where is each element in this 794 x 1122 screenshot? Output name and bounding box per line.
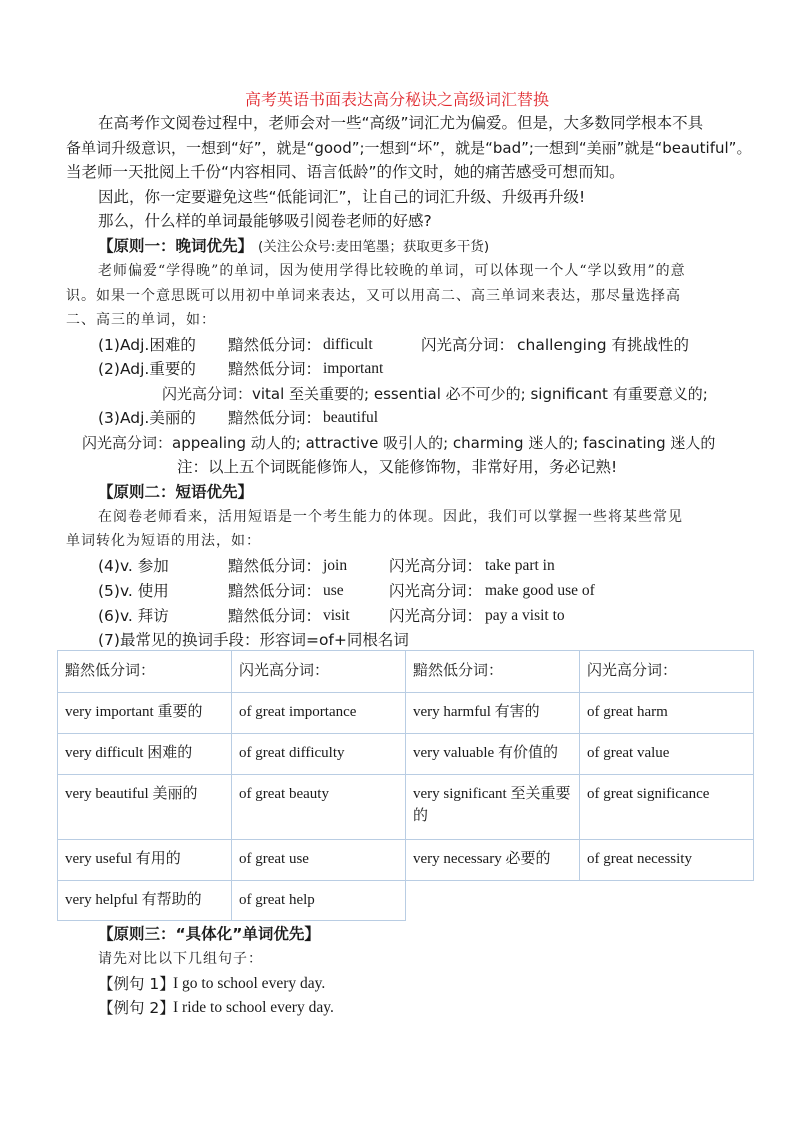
item-1-high-label: 闪光高分词： bbox=[421, 336, 515, 354]
item-1-high: challenging 有挑战性的 bbox=[517, 336, 690, 354]
table-row bbox=[58, 881, 754, 921]
table-cell: very significant 至关重要的 bbox=[406, 775, 580, 840]
principle-1-desc-1: 老师偏爱“学得晚”的单词，因为使用学得比较晚的单词，可以体现一个人“学以致用”的意 bbox=[98, 263, 686, 279]
principle-1-desc-3: 二、高三的单词，如： bbox=[66, 312, 216, 328]
item-3-low-label: 黯然低分词： bbox=[228, 409, 322, 427]
principle-2-desc-1: 在阅卷老师看来，活用短语是一个考生能力的体现。因此，我们可以掌握一些将某些常见 bbox=[98, 509, 683, 525]
intro-line-3: 当老师一天批阅上千份“内容相同、语言低龄”的作文时，她的痛苦感受可想而知。 bbox=[66, 163, 625, 181]
item-4-low: join bbox=[323, 557, 348, 574]
table-cell: of great harm bbox=[580, 693, 754, 734]
table-cell: very harmful 有害的 bbox=[406, 693, 580, 734]
principle-1-desc-2: 识。如果一个意思既可以用初中单词来表达，又可以用高二、高三单词来表达，那尽量选择高 bbox=[66, 288, 681, 304]
table-header-cell: 闪光高分词： bbox=[232, 651, 406, 693]
example-2-sentence: I ride to school every day. bbox=[173, 999, 334, 1016]
item-5-label: (5)v. 使用 bbox=[98, 582, 169, 600]
table-header-cell: 黯然低分词： bbox=[58, 651, 232, 693]
table-row bbox=[58, 840, 754, 881]
principle-3-desc: 请先对比以下几组句子： bbox=[98, 951, 263, 967]
item-4-high-label: 闪光高分词： bbox=[389, 557, 483, 575]
item-3-label: (3)Adj.美丽的 bbox=[98, 409, 196, 427]
table-cell: very important 重要的 bbox=[58, 693, 232, 734]
item-6-high: pay a visit to bbox=[485, 607, 565, 624]
table-cell: of great difficulty bbox=[232, 734, 406, 775]
page-title: 高考英语书面表达高分秘诀之高级词汇替换 bbox=[244, 90, 549, 109]
principle-1-note: (关注公众号:麦田笔墨；获取更多干货) bbox=[258, 239, 490, 255]
intro-line-1: 在高考作文阅卷过程中，老师会对一些“高级”词汇尤为偏爱。但是，大多数同学根本不具 bbox=[98, 114, 704, 132]
item-3-high: 闪光高分词：appealing 动人的; attractive 吸引人的; charming 迷人的; fascinating 迷人的 bbox=[82, 434, 716, 452]
item-7-text: (7)最常见的换词手段：形容词=of+同根名词 bbox=[98, 631, 409, 649]
table-cell: of great importance bbox=[232, 693, 406, 734]
principle-1-note-2: 注：以上五个词既能修饰人，又能修饰物，非常好用，务必记熟! bbox=[177, 458, 618, 476]
table-empty-cell bbox=[406, 881, 580, 921]
item-1-label: (1)Adj.困难的 bbox=[98, 336, 196, 354]
table-header-cell: 闪光高分词： bbox=[580, 651, 754, 693]
item-3-low: beautiful bbox=[323, 409, 379, 426]
table-row bbox=[58, 734, 754, 775]
item-5-high-label: 闪光高分词： bbox=[389, 582, 483, 600]
intro-line-5: 那么，什么样的单词最能够吸引阅卷老师的好感? bbox=[98, 212, 432, 230]
item-2-label: (2)Adj.重要的 bbox=[98, 360, 196, 378]
table-cell: of great beauty bbox=[232, 775, 406, 840]
table-cell: of great value bbox=[580, 734, 754, 775]
item-1-low-label: 黯然低分词： bbox=[228, 336, 322, 354]
item-2-low: important bbox=[323, 360, 384, 377]
item-6-low-label: 黯然低分词： bbox=[228, 607, 322, 625]
principle-1-heading: 【原则一：晚词优先】 bbox=[98, 237, 254, 255]
item-2-high: 闪光高分词：vital 至关重要的; essential 必不可少的; significant 有重要意义的; bbox=[162, 385, 708, 403]
table-row bbox=[58, 693, 754, 734]
table-header-row bbox=[58, 651, 754, 693]
example-2-label: 【例句 2】 bbox=[98, 999, 175, 1017]
table-header-cell: 黯然低分词： bbox=[406, 651, 580, 693]
intro-line-4: 因此，你一定要避免这些“低能词汇”，让自己的词汇升级、升级再升级! bbox=[98, 188, 586, 206]
table-row bbox=[58, 775, 754, 840]
item-6-high-label: 闪光高分词： bbox=[389, 607, 483, 625]
table-empty-cell bbox=[580, 881, 754, 921]
principle-3-heading: 【原则三：“具体化”单词优先】 bbox=[98, 925, 320, 943]
principle-2-desc-2: 单词转化为短语的用法，如： bbox=[66, 533, 261, 549]
table-cell: of great use bbox=[232, 840, 406, 881]
table-cell: very helpful 有帮助的 bbox=[58, 881, 232, 921]
principle-2-heading: 【原则二：短语优先】 bbox=[98, 483, 254, 501]
vocab-table bbox=[57, 650, 754, 921]
table-cell: of great necessity bbox=[580, 840, 754, 881]
item-6-low: visit bbox=[323, 607, 350, 624]
item-1-low: difficult bbox=[323, 336, 373, 353]
table-cell: very difficult 困难的 bbox=[58, 734, 232, 775]
intro-line-2: 备单词升级意识，一想到“好”，就是“good”;一想到“坏”，就是“bad”;一想到“美丽”就是“beautiful”。 bbox=[66, 139, 752, 157]
item-4-label: (4)v. 参加 bbox=[98, 557, 169, 575]
example-1-sentence: I go to school every day. bbox=[173, 975, 326, 992]
table-cell: very valuable 有价值的 bbox=[406, 734, 580, 775]
table-cell: very useful 有用的 bbox=[58, 840, 232, 881]
item-5-low: use bbox=[323, 582, 344, 599]
table-cell: very necessary 必要的 bbox=[406, 840, 580, 881]
item-2-low-label: 黯然低分词： bbox=[228, 360, 322, 378]
item-4-high: take part in bbox=[485, 557, 555, 574]
item-4-low-label: 黯然低分词： bbox=[228, 557, 322, 575]
table-cell: very beautiful 美丽的 bbox=[58, 775, 232, 840]
table-cell: of great significance bbox=[580, 775, 754, 840]
item-6-label: (6)v. 拜访 bbox=[98, 607, 169, 625]
table-cell: of great help bbox=[232, 881, 406, 921]
item-5-high: make good use of bbox=[485, 582, 595, 599]
item-5-low-label: 黯然低分词： bbox=[228, 582, 322, 600]
example-1-label: 【例句 1】 bbox=[98, 975, 175, 993]
